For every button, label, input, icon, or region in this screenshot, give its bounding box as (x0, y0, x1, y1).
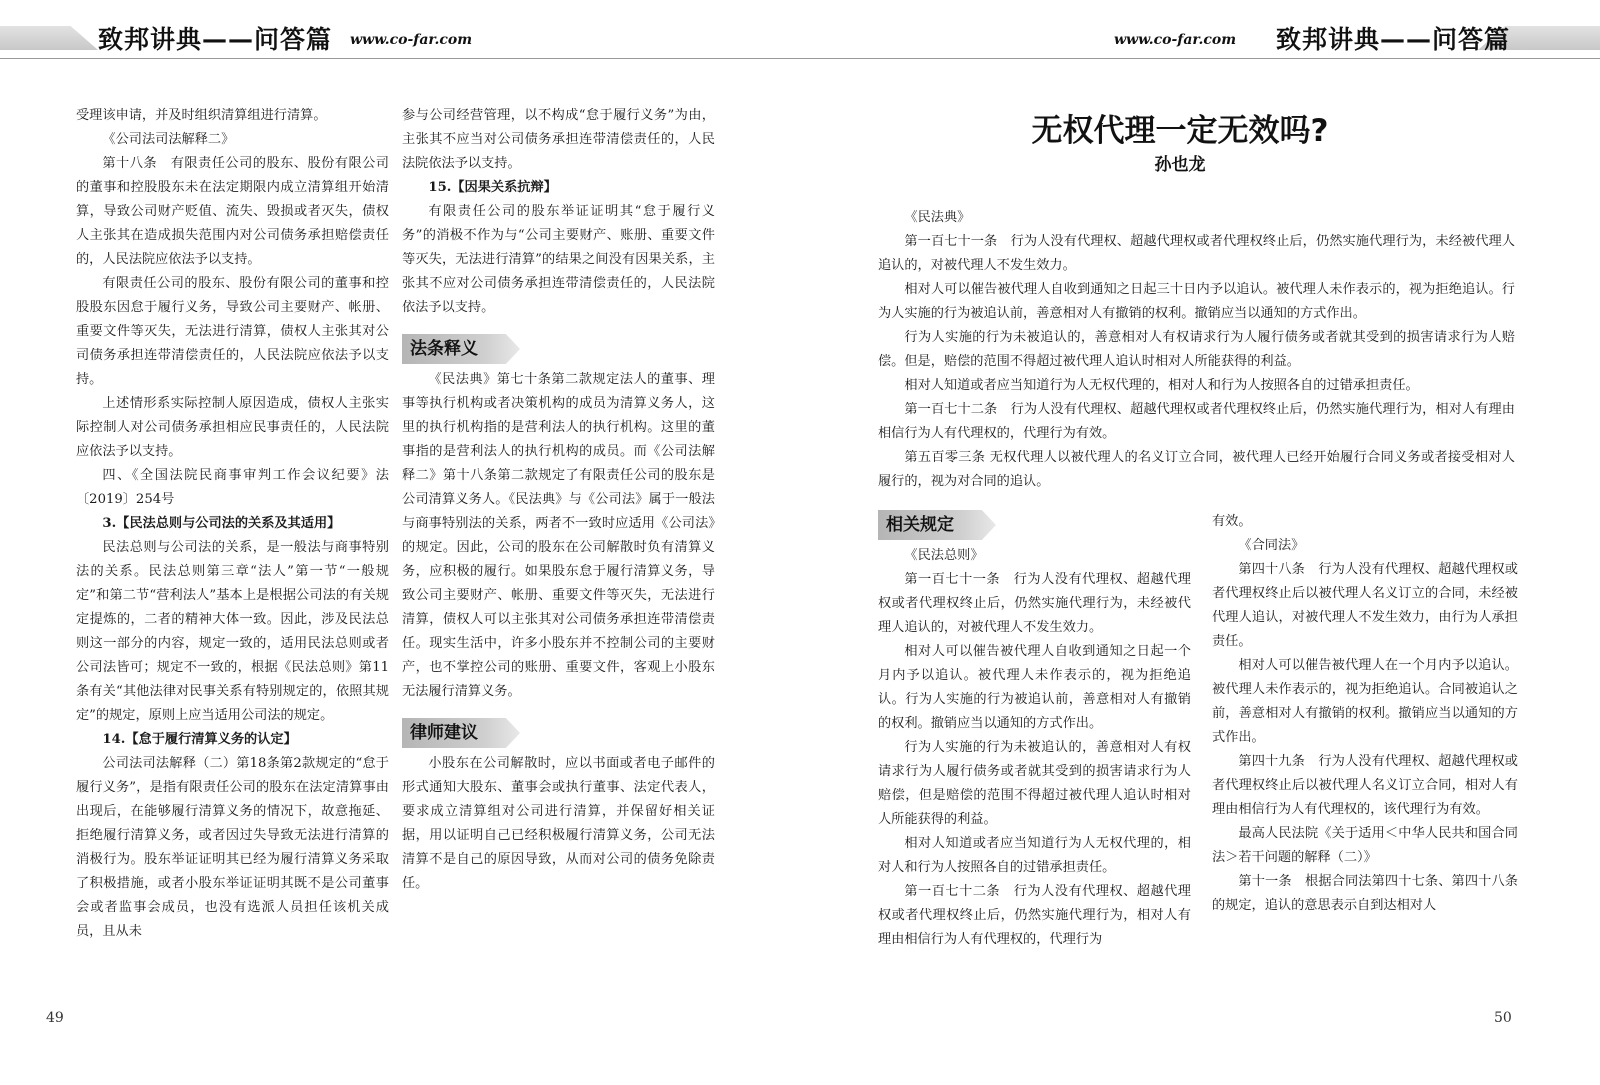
paragraph: 第四十八条 行为人没有代理权、超越代理权或者代理权终止后以被代理人名义订立的合同，未经被代理人追认，对被代理人不发生效力，由行为人承担责任。 (1212, 562, 1518, 649)
paragraph: 15.【因果关系抗辩】 (428, 180, 557, 195)
left-column-1 (76, 104, 389, 944)
paragraph: 行为人实施的行为未被追认的，善意相对人有权请求行为人履行债务或者就其受到的损害请求行为人赔偿，但是赔偿的范围不得超过被代理人追认时相对人所能获得的利益。 (878, 740, 1191, 827)
article-title: 无权代理一定无效吗? (1031, 113, 1329, 149)
right-column-1-text (878, 544, 1191, 952)
paragraph: 相对人可以催告被代理人自收到通知之日起三十日内予以追认。被代理人未作表示的，视为拒绝追认。行为人实施的行为被追认前，善意相对人有撤销的权利。撤销应当以通知的方式作出。 (878, 282, 1515, 321)
article-author: 孙也龙 (1154, 155, 1206, 175)
right-column-2 (1212, 510, 1518, 918)
section-heading-advice (402, 718, 715, 748)
header-band-left (0, 26, 98, 50)
paragraph: 民法总则与公司法的关系，是一般法与商事特别法的关系。民法总则第三章“法人”第一节“一般规定”和第二节“营利法人”基本上是根据公司法的有关规定提炼的，二者的精神大体一致。因此，涉及民法总则这一部分的内容，规定一致的，适用民法总则或者公司法皆可；规定不一致的，根据《民法总则》第11条有关“其他法律对民事关系有特别规定的，依照其规定”的规定，原则上应当适用公司法的规定。 (76, 540, 389, 723)
paragraph: 第五百零三条 无权代理人以被代理人的名义订立合同，被代理人已经开始履行合同义务或者接受相对人履行的，视为对合同的追认。 (878, 450, 1515, 489)
header-rule (800, 58, 1600, 59)
paragraph: 相对人知道或者应当知道行为人无权代理的，相对人和行为人按照各自的过错承担责任。 (878, 836, 1191, 875)
paragraph: 第一百七十一条 行为人没有代理权、超越代理权或者代理权终止后，仍然实施代理行为，未经被代理人追认的，对被代理人不发生效力。 (878, 234, 1515, 273)
page-number: 50 (1494, 1010, 1512, 1026)
paragraph: 第十八条 有限责任公司的股东、股份有限公司的董事和控股股东未在法定期限内成立清算组开始清算，导致公司财产贬值、流失、毁损或者灭失，债权人主张其在造成损失范围内对公司债务承担赔偿责任的，人民法院应依法予以支持。 (76, 156, 389, 267)
paragraph: 相对人知道或者应当知道行为人无权代理的，相对人和行为人按照各自的过错承担责任。 (904, 378, 1419, 393)
section-heading-label: 律师建议 (410, 723, 478, 743)
paragraph: 最高人民法院《关于适用＜中华人民共和国合同法＞若干问题的解释（二）》 (1212, 826, 1518, 865)
header-title: 致邦讲典——问答篇 (98, 25, 333, 54)
paragraph: 参与公司经营管理，以不构成“怠于履行义务”为由，主张其不应当对公司债务承担连带清偿责任的，人民法院依法予以支持。 (402, 108, 715, 171)
paragraph: 相对人可以催告被代理人自收到通知之日起一个月内予以追认。被代理人未作表示的，视为拒绝追认。行为人实施的行为被追认前，善意相对人有撤销的权利。撤销应当以通知的方式作出。 (878, 644, 1191, 731)
header-rule (0, 58, 800, 59)
paragraph: 四、《全国法院民商事审判工作会议纪要》法〔2019〕254号 (76, 468, 389, 507)
article-intro (878, 206, 1515, 494)
paragraph: 有效。 (1212, 514, 1252, 529)
column-2-text-a (402, 104, 715, 320)
paragraph: 14.【怠于履行清算义务的认定】 (102, 732, 297, 747)
paragraph: 《合同法》 (1238, 538, 1305, 553)
paragraph: 《民法典》 (904, 210, 971, 225)
paragraph: 上述情形系实际控制人原因造成，债权人主张实际控制人对公司债务承担相应民事责任的，人民法院应依法予以支持。 (76, 396, 389, 459)
left-column-2 (402, 104, 715, 896)
paragraph: 3.【民法总则与公司法的关系及其适用】 (102, 516, 341, 531)
paragraph: 第四十九条 行为人没有代理权、超越代理权或者代理权终止后以被代理人名义订立合同，相对人有理由相信行为人有代理权的，该代理行为有效。 (1212, 754, 1518, 817)
paragraph: 相对人可以催告被代理人在一个月内予以追认。被代理人未作表示的，视为拒绝追认。合同被追认之前，善意相对人有撤销的权利。撤销应当以通知的方式作出。 (1212, 658, 1518, 745)
paragraph: 第一百七十一条 行为人没有代理权、超越代理权或者代理权终止后，仍然实施代理行为，未经被代理人追认的，对被代理人不发生效力。 (878, 572, 1191, 635)
section-heading-related (878, 510, 1191, 540)
column-2-text-b (402, 368, 715, 704)
paragraph: 《公司法司法解释二》 (102, 132, 235, 147)
header-title: 致邦讲典——问答篇 (1276, 25, 1511, 54)
header-url[interactable]: www.co-far.com (350, 32, 473, 48)
paragraph: 第十一条 根据合同法第四十七条、第四十八条的规定，追认的意思表示自到达相对人 (1212, 874, 1518, 913)
paragraph: 第一百七十二条 行为人没有代理权、超越代理权或者代理权终止后，仍然实施代理行为，相对人有理由相信行为人有代理权的，代理行为有效。 (878, 402, 1515, 441)
paragraph: 有限责任公司的股东举证证明其“怠于履行义务”的消极不作为与“公司主要财产、账册、重要文件等灭失，无法进行清算”的结果之间没有因果关系，主张其不应对公司债务承担连带清偿责任的，人民法院依法予以支持。 (402, 204, 715, 315)
header-url[interactable]: www.co-far.com (1114, 32, 1237, 48)
paragraph: 公司法司法解释（二）第18条第2款规定的“怠于履行义务”，是指有限责任公司的股东在法定清算事由出现后，在能够履行清算义务的情况下，故意拖延、拒绝履行清算义务，或者因过失导致无法进行清算的消极行为。股东举证证明其已经为履行清算义务采取了积极措施，或者小股东举证证明其既不是公司董事会或者监事会成员，也没有选派人员担任该机关成员，且从未 (76, 756, 389, 939)
page-number: 49 (46, 1010, 64, 1026)
paragraph: 《民法总则》 (904, 548, 984, 563)
paragraph: 《民法典》第七十条第二款规定法人的董事、理事等执行机构或者决策机构的成员为清算义务人，这里的执行机构指的是营利法人的执行机构。这里的董事指的是营利法人的执行机构的成员。而《公司法解释二》第十八条第二款规定了有限责任公司的股东是公司清算义务人。《民法典》与《公司法》属于一般法与商事特别法的关系，两者不一致时应适用《公司法》的规定。因此，公司的股东在公司解散时负有清算义务，应积极的履行。如果股东怠于履行清算义务，导致公司主要财产、帐册、重要文件等灭失，无法进行清算，债权人可以主张其对公司债务承担连带清偿责任。现实生活中，许多小股东并不控制公司的主要财产，也不掌控公司的账册、重要文件，客观上小股东无法履行清算义务。 (402, 372, 715, 699)
column-2-text-c (402, 752, 715, 896)
paragraph: 行为人实施的行为未被追认的，善意相对人有权请求行为人履行债务或者就其受到的损害请求行为人赔偿。但是，赔偿的范围不得超过被代理人追认时相对人所能获得的利益。 (878, 330, 1515, 369)
section-heading-label: 相关规定 (886, 515, 954, 535)
paragraph: 受理该申请，并及时组织清算组进行清算。 (76, 108, 327, 123)
section-heading-label: 法条释义 (410, 339, 478, 359)
right-column-1 (878, 510, 1191, 952)
section-heading-interpretation (402, 334, 715, 364)
paragraph: 第一百七十二条 行为人没有代理权、超越代理权或者代理权终止后，仍然实施代理行为，相对人有理由相信行为人有代理权的，代理行为 (878, 884, 1191, 947)
paragraph: 小股东在公司解散时，应以书面或者电子邮件的形式通知大股东、董事会或执行董事、法定代表人，要求成立清算组对公司进行清算，并保留好相关证据，用以证明自己已经积极履行清算义务，公司无法清算不是自己的原因导致，从而对公司的债务免除责任。 (402, 756, 715, 891)
paragraph: 有限责任公司的股东、股份有限公司的董事和控股股东因怠于履行义务，导致公司主要财产、帐册、重要文件等灭失，无法进行清算，债权人主张其对公司债务承担连带清偿责任的，人民法院应依法予以支持。 (76, 276, 389, 387)
